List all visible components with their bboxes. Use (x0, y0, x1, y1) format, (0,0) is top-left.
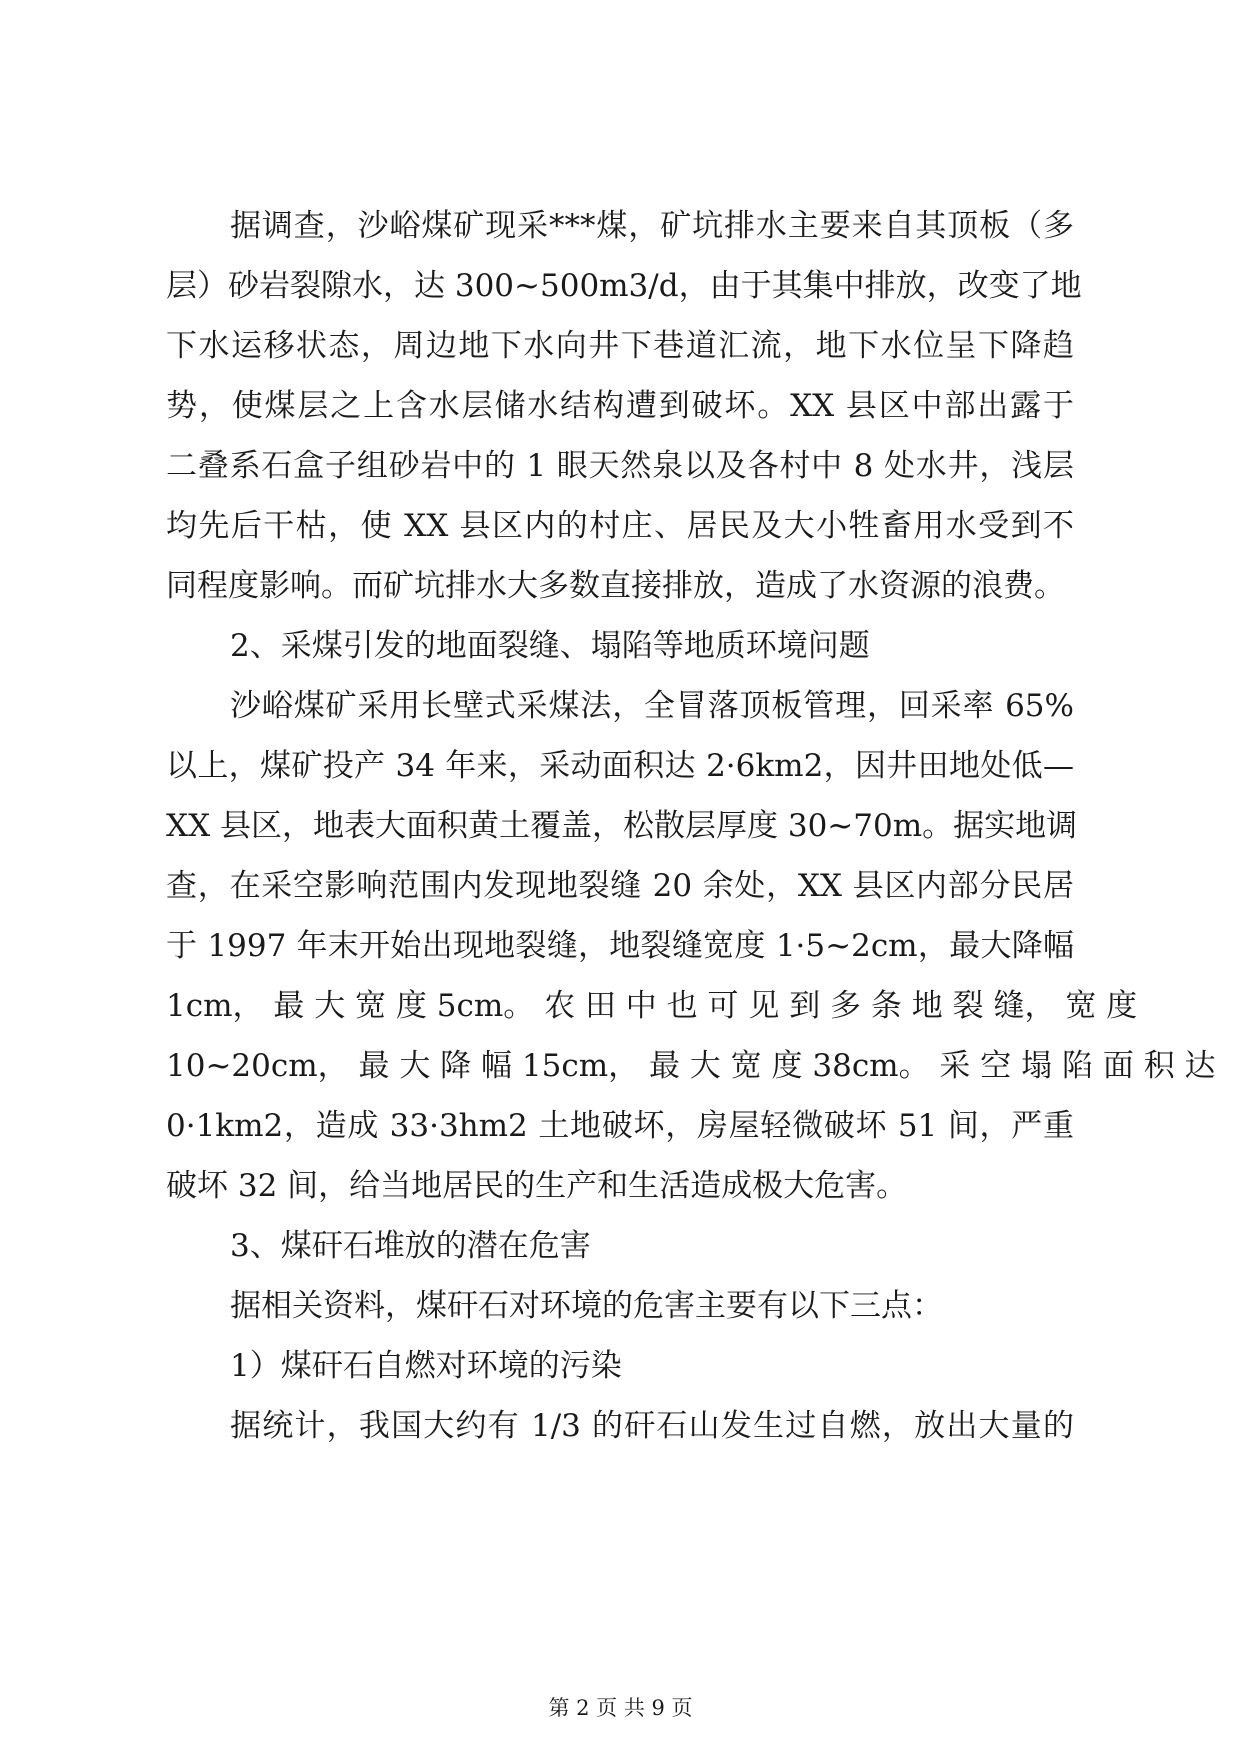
paragraph-2-line-3: XX 县区，地表大面积黄土覆盖，松散层厚度 30~70m。据实地调 (166, 808, 1078, 844)
paragraph-3-line-1: 据相关资料，煤矸石对环境的危害主要有以下三点： (230, 1288, 943, 1324)
paragraph-1-line-1: 据调查，沙峪煤矿现采***煤，矿坑排水主要来自其顶板（多 (230, 208, 1074, 244)
paragraph-1-line-5: 二叠系石盒子组砂岩中的 1 眼天然泉以及各村中 8 处水井，浅层 (166, 448, 1074, 484)
paragraph-1-line-6: 均先后干枯，使 XX 县区内的村庄、居民及大小牲畜用水受到不 (166, 508, 1074, 544)
paragraph-2-line-4: 查，在采空影响范围内发现地裂缝 20 余处，XX 县区内部分民居 (166, 868, 1074, 904)
paragraph-2-line-2: 以上，煤矿投产 34 年来，采动面积达 2·6km2，因井田地处低— (166, 748, 1074, 784)
paragraph-1-line-3: 下水运移状态，周边地下水向井下巷道汇流，地下水位呈下降趋 (166, 328, 1074, 364)
paragraph-2-line-8: 0·1km2，造成 33·3hm2 土地破坏，房屋轻微破坏 51 间，严重 (166, 1108, 1074, 1144)
section-heading-3: 3、煤矸石堆放的潜在危害 (230, 1228, 591, 1264)
paragraph-1-line-7: 同程度影响。而矿坑排水大多数直接排放，造成了水资源的浪费。 (166, 568, 1065, 604)
paragraph-1-line-4: 势，使煤层之上含水层储水结构遭到破坏。XX 县区中部出露于 (166, 388, 1074, 424)
subheading-1: 1）煤矸石自燃对环境的污染 (230, 1348, 622, 1384)
paragraph-2-line-1: 沙峪煤矿采用长壁式采煤法，全冒落顶板管理，回采率 65% (230, 688, 1074, 724)
section-heading-2: 2、采煤引发的地面裂缝、塌陷等地质环境问题 (230, 628, 870, 664)
paragraph-4-line-1: 据统计，我国大约有 1/3 的矸石山发生过自燃，放出大量的 (230, 1408, 1074, 1444)
paragraph-2-line-9: 破坏 32 间，给当地居民的生产和生活造成极大危害。 (166, 1168, 908, 1204)
paragraph-2-line-5: 于 1997 年末开始出现地裂缝，地裂缝宽度 1·5~2cm，最大降幅 (166, 928, 1074, 964)
paragraph-1-line-2: 层）砂岩裂隙水，达 300~500m3/d，由于其集中排放，改变了地 (166, 268, 1082, 304)
paragraph-2-line-7: 10~20cm， 最 大 降 幅 15cm， 最 大 宽 度 38cm。 采 空 塌 陷 面 积 达 (166, 1048, 1216, 1084)
page-number-footer: 第 2 页 共 9 页 (548, 1696, 693, 1720)
paragraph-2-line-6: 1cm， 最 大 宽 度 5cm。 农 田 中 也 可 见 到 多 条 地 裂 缝， 宽 度 (166, 988, 1138, 1024)
